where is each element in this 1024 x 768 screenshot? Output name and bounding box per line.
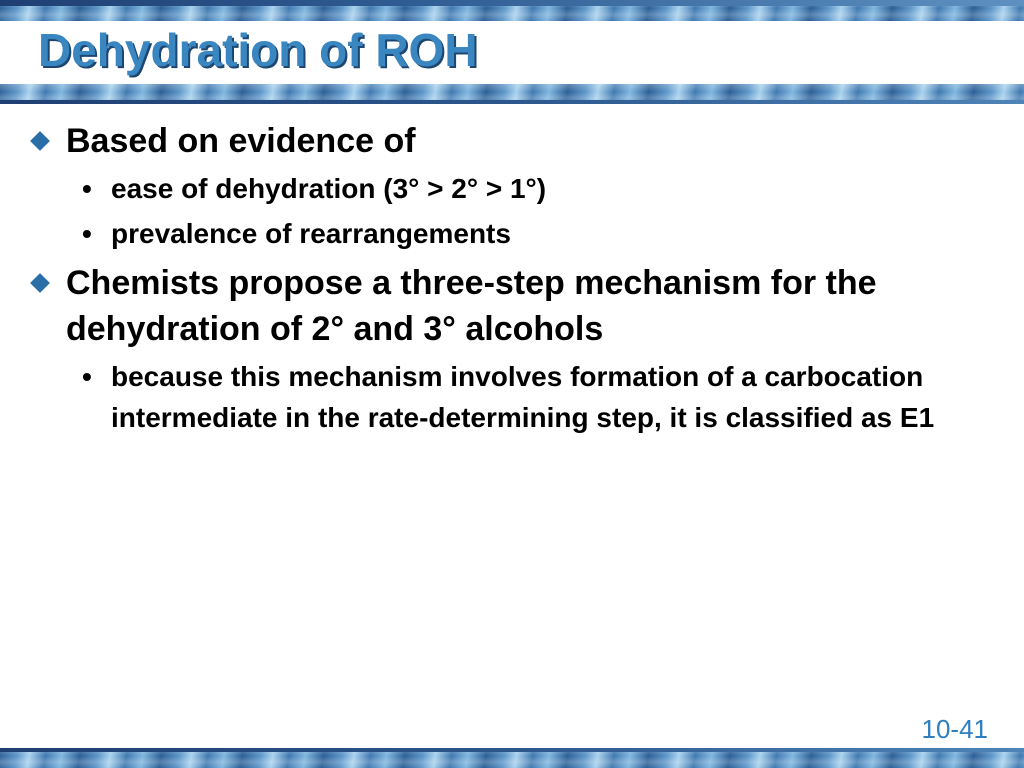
- diamond-bullet-icon: [30, 273, 50, 293]
- bottom-water-band: [0, 748, 1024, 768]
- bullet-level2-ease: [28, 168, 1008, 209]
- bullet-level1-mechanism: [28, 260, 1008, 352]
- slide-title: Dehydration of ROH: [38, 24, 478, 76]
- dot-bullet-icon: •: [82, 173, 92, 204]
- top-water-band: [0, 0, 1024, 21]
- subbullet-text: because this mechanism involves formation of a carbocation intermediate in the rate-determining step, it is classified as E1: [111, 361, 935, 433]
- title-water-band: [0, 84, 1024, 104]
- dot-bullet-icon: •: [82, 218, 92, 249]
- bullet-level1-evidence: [28, 118, 1008, 164]
- bullet-text: Based on evidence of: [66, 122, 416, 160]
- bullet-level2-e1: [28, 356, 1008, 438]
- subbullet-text: ease of dehydration (3° > 2° > 1°): [111, 173, 547, 204]
- dot-bullet-icon: •: [82, 361, 92, 392]
- page-number: 10-41: [921, 714, 988, 744]
- diamond-bullet-icon: [30, 131, 50, 151]
- bullet-text: Chemists propose a three-step mechanism for the dehydration of 2° and 3° alcohols: [66, 264, 877, 348]
- slide-content: [28, 118, 1008, 438]
- bullet-level2-rearrangements: [28, 213, 1008, 254]
- subbullet-text: prevalence of rearrangements: [111, 218, 511, 249]
